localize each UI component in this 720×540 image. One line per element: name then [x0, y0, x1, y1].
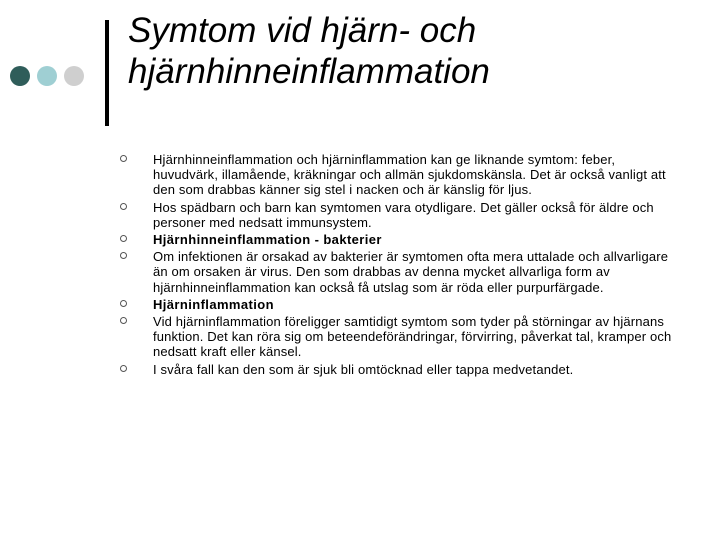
bullet-circle-icon [120, 252, 127, 259]
title-divider [105, 20, 109, 126]
bullet-heading-bacteria [120, 232, 680, 247]
bullet-text: Vid hjärninflammation föreligger samtidigt symtom som tyder på störningar av hjärnans funktion. Det kan röra sig om beteendeförändringar, förvirring, påverkat tal, kramper och nedsatt kraft eller känsel. [153, 314, 672, 360]
bullet-item [120, 362, 680, 377]
gray-dot [64, 66, 84, 86]
bullet-circle-icon [120, 155, 127, 162]
bullet-text: Hjärninflammation [153, 296, 274, 312]
bullet-circle-icon [120, 365, 127, 372]
bullet-text: Hjärnhinneinflammation och hjärninflammation kan ge liknande symtom: feber, huvudvärk, illamående, kräkningar och allmän sjukdomskänsla. Det är också vanligt att den som drabbas känner sig stel i nacken och är känslig för ljus. [153, 152, 666, 198]
bullet-text: Om infektionen är orsakad av bakterier är symtomen ofta mera uttalade och allvarligare än om orsaken är virus. Den som drabbas av denna mycket allvarliga form av hjärnhinneinflammation kan också få utslag som är röda eller purpurfärgade. [153, 249, 669, 295]
bullet-text: Hos spädbarn och barn kan symtomen vara otydligare. Det gäller också för äldre och personer med nedsatt immunsystem. [153, 199, 654, 230]
slide-title: Symtom vid hjärn- och hjärnhinneinflammation [128, 11, 490, 91]
bullet-item [120, 314, 680, 360]
bullet-circle-icon [120, 235, 127, 242]
bullet-circle-icon [120, 203, 127, 210]
bullet-circle-icon [120, 300, 127, 307]
bullet-text: I svåra fall kan den som är sjuk bli omtöcknad eller tappa medvetandet. [153, 361, 574, 377]
bullet-item [120, 249, 680, 295]
bullet-item [120, 200, 680, 230]
bullet-item [120, 152, 680, 198]
decorative-dots [10, 66, 84, 86]
bullet-circle-icon [120, 317, 127, 324]
bullet-list [120, 152, 680, 379]
bullet-text: Hjärnhinneinflammation - bakterier [153, 232, 382, 248]
dark-teal-dot [10, 66, 30, 86]
light-teal-dot [37, 66, 57, 86]
bullet-heading-encephalitis [120, 297, 680, 312]
